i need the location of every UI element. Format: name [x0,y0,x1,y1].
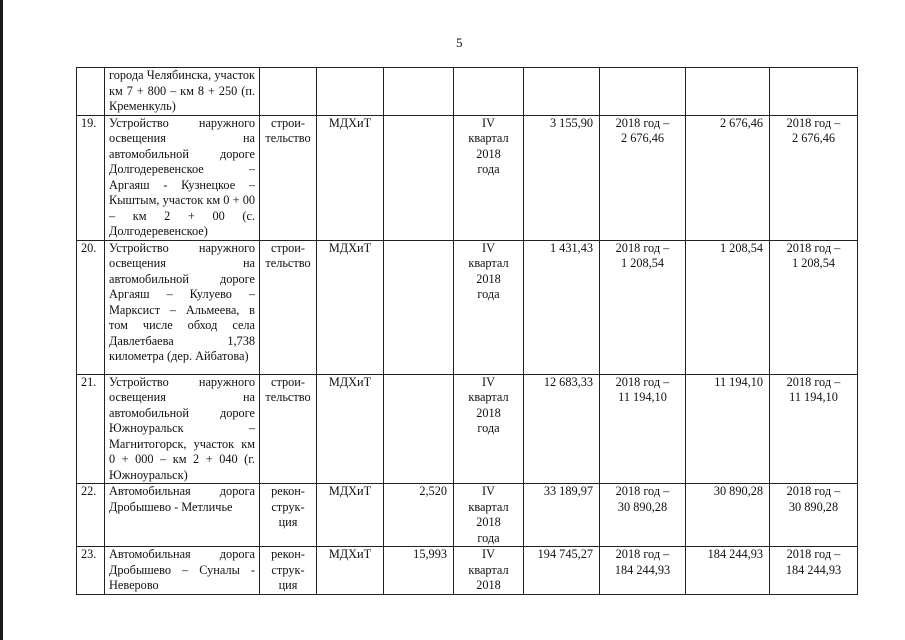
page-number: 5 [456,35,463,50]
deadline: IV квартал 2018 года [454,240,524,374]
length [384,374,454,484]
cost: 194 745,27 [524,547,600,595]
cost: 3 155,90 [524,115,600,240]
deadline [454,68,524,116]
cost: 1 431,43 [524,240,600,374]
amount: 11 194,10 [686,374,770,484]
work-type: строи- тельство [260,374,317,484]
period: 2018 год – 1 208,54 [770,240,858,374]
work-type: строи- тельство [260,240,317,374]
row-number [77,68,105,116]
cost: 12 683,33 [524,374,600,484]
table-row [77,374,858,484]
deadline: IV квартал 2018 года [454,115,524,240]
financing [600,68,686,116]
cost [524,68,600,116]
page-left-edge [0,0,3,640]
amount: 184 244,93 [686,547,770,595]
object-name: Устройство наружного освещения на автомобильной дороге Долгодеревенское – Аргаяш - Кузнецкое – Кыштым, участок км 0 + 00 – км 2 + 00 (с. Долгодеревенское) [105,115,260,240]
row-number: 21. [77,374,105,484]
period: 2018 год – 11 194,10 [770,374,858,484]
table-row [77,547,858,595]
period: 2018 год – 184 244,93 [770,547,858,595]
financing: 2018 год – 11 194,10 [600,374,686,484]
financing: 2018 год – 30 890,28 [600,484,686,547]
row-number: 19. [77,115,105,240]
work-type: рекон- струк- ция [260,547,317,595]
period [770,68,858,116]
row-number: 22. [77,484,105,547]
table-row [77,68,858,116]
length [384,68,454,116]
amount [686,68,770,116]
financing: 2018 год – 184 244,93 [600,547,686,595]
financing: 2018 год – 2 676,46 [600,115,686,240]
period: 2018 год – 30 890,28 [770,484,858,547]
work-type [260,68,317,116]
work-type: строи- тельство [260,115,317,240]
object-name: Устройство наружного освещения на автомобильной дороге Аргаяш – Кулуево – Марксист – Альмеева, в том числе обход села Давлетбаева 1,738 километра (дер. Айбатова) [105,240,260,374]
length [384,115,454,240]
row-number: 20. [77,240,105,374]
customer: МДХиТ [317,374,384,484]
object-name: Автомобильная дорога Дробышево - Метличье [105,484,260,547]
objects-table [76,67,858,595]
row-number: 23. [77,547,105,595]
customer: МДХиТ [317,115,384,240]
amount: 30 890,28 [686,484,770,547]
deadline: IV квартал 2018 [454,547,524,595]
amount: 2 676,46 [686,115,770,240]
period: 2018 год – 2 676,46 [770,115,858,240]
customer: МДХиТ [317,240,384,374]
object-name: Автомобильная дорога Дробышево – Суналы - Неверово [105,547,260,595]
customer: МДХиТ [317,547,384,595]
table-row [77,484,858,547]
object-name: Устройство наружного освещения на автомобильной дороге Южноуральск – Магнитогорск, участок км 0 + 000 – км 2 + 040 (г. Южноуральск) [105,374,260,484]
object-name: города Челябинска, участок км 7 + 800 – км 8 + 250 (п. Кременкуль) [105,68,260,116]
length: 2,520 [384,484,454,547]
work-type: рекон- струк- ция [260,484,317,547]
amount: 1 208,54 [686,240,770,374]
cost: 33 189,97 [524,484,600,547]
customer [317,68,384,116]
length: 15,993 [384,547,454,595]
table-row [77,240,858,374]
deadline: IV квартал 2018 года [454,484,524,547]
customer: МДХиТ [317,484,384,547]
financing: 2018 год – 1 208,54 [600,240,686,374]
table-row [77,115,858,240]
deadline: IV квартал 2018 года [454,374,524,484]
length [384,240,454,374]
